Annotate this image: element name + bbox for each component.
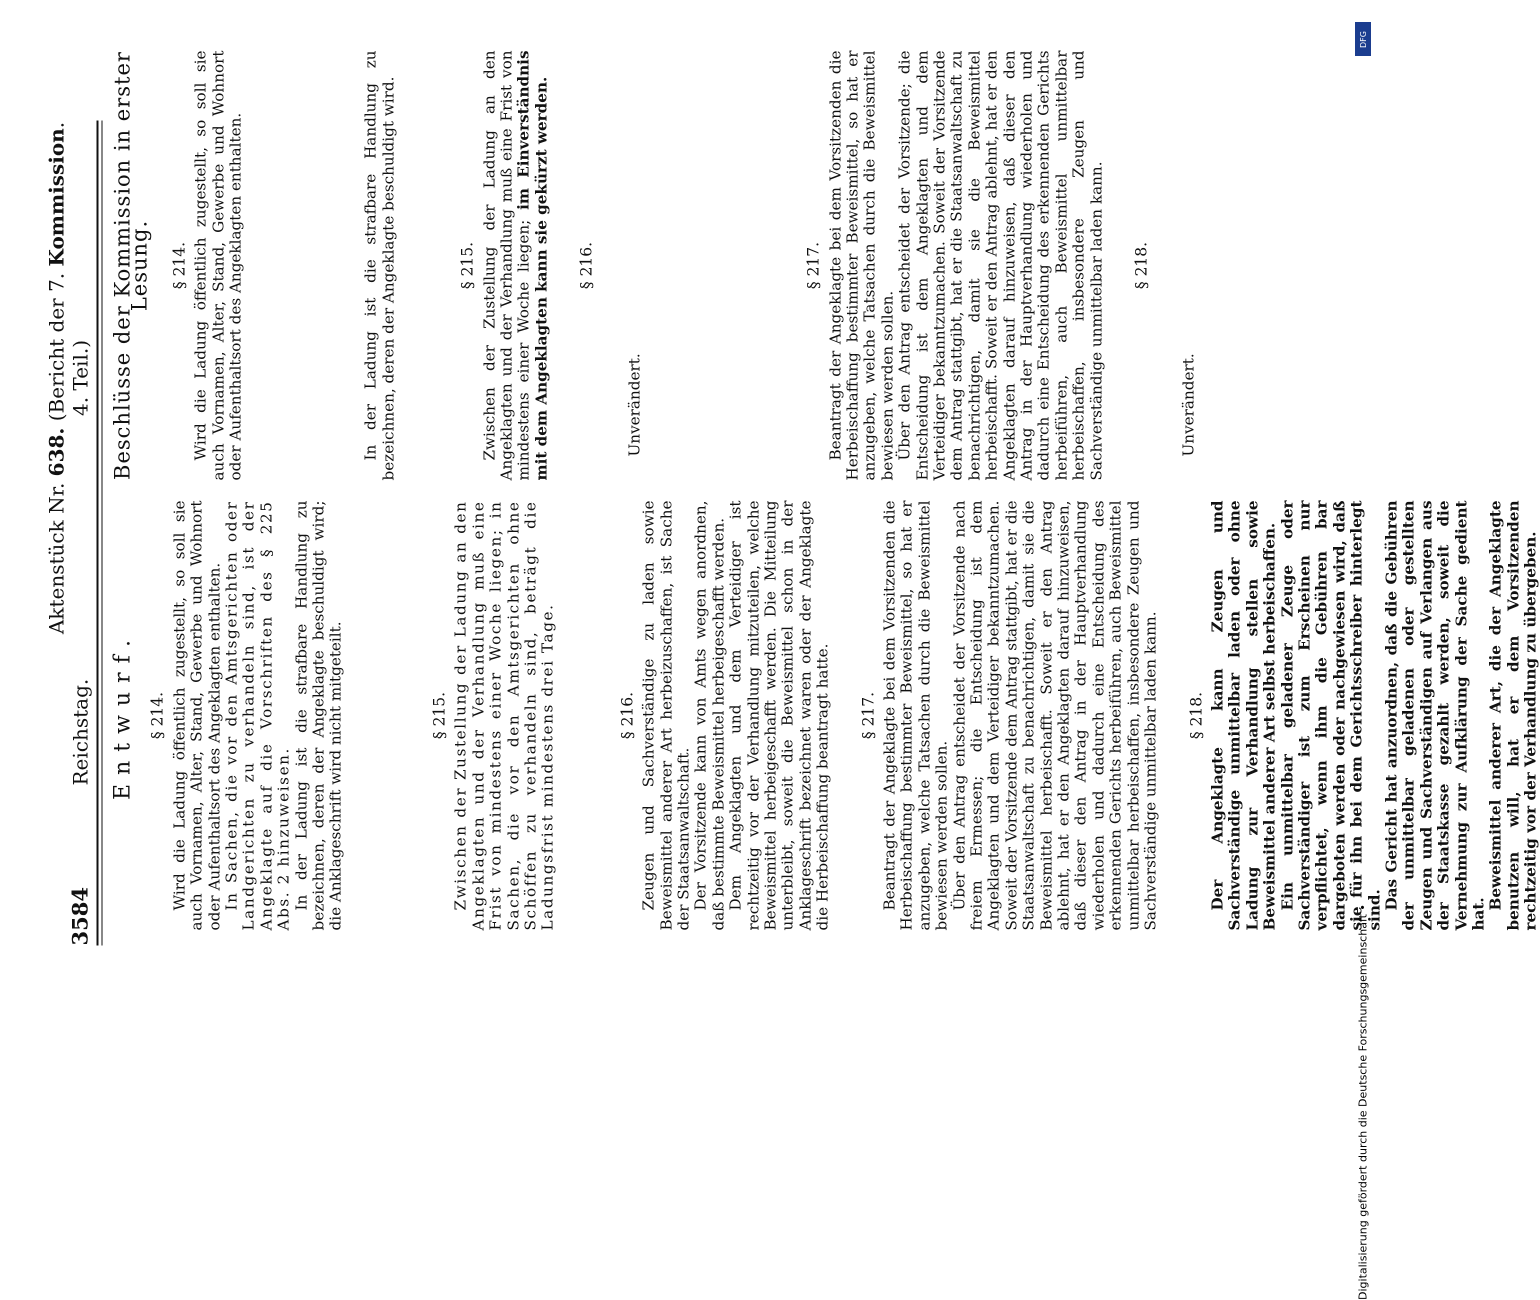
paragraph: Wird die Ladung öffentlich zugestellt, so soll sie auch Vornamen, Alter, Stand, Gewerbe und Wohnort oder Aufenthaltsort des Angeklagten enthalten. [191, 50, 245, 480]
section-heading-217: § 217. [858, 691, 877, 739]
header-source: Reichstag. [68, 678, 92, 785]
section-heading-214: § 214. [169, 241, 188, 289]
section-heading-218: § 218. [1132, 241, 1150, 289]
section-heading-216: § 216. [617, 691, 636, 739]
paragraph: Wird die Ladung öffentlich zugestellt, so soll sie auch Vornamen, Alter, Stand, Gewerbe und Wohnort oder Aufenthaltsort des Angeklagten enthalten. [169, 500, 223, 930]
unchanged-note: Unverändert. [1179, 352, 1198, 456]
paragraph: Über den Antrag entscheidet der Vorsitzende; die Entscheidung ist dem Angeklagten und dem Verteidiger bekanntzumachen. Soweit der Vorsitzende dem Antrag stattgibt, hat er die Staatsanwaltschaft zu benachrichtigen, damit sie die Beweismittel herbeischafft. Soweit er den Antrag ablehnt, hat er den Angeklagten darauf hinzuweisen, daß dieser den Antrag in der Hauptverhandlung wiederholen und dadurch eine Entscheidung des erkennenden Gerichts herbeiführen, auch Beweismittel unmittelbar herbeischaffen, insbesondere Zeugen und Sachverständige unmittelbar laden kann. [895, 50, 1105, 480]
column-title-entwurf: Entwurf. [110, 630, 135, 800]
paragraph: Beweismittel anderer Art, die der Angeklagte benutzen will, hat er dem Vorsitzenden rechtzeitig vor der Verhandlung zu übergeben. [1486, 500, 1540, 930]
paragraph: Dem Angeklagten und dem Verteidiger ist rechtzeitig vor der Verhandlung mitzuteilen, welche Beweismittel herbeigeschafft werden. Die Mitteilung unterbleibt, soweit die Beweismittel schon in der Anklageschrift bezeichnet waren oder der Angeklagte die Herbeischaffung beantragt hatte. [726, 500, 832, 930]
paragraph: In der Ladung ist die strafbare Handlung zu bezeichnen, deren der Angeklagte beschuldigt wird; die Anklageschrift wird nicht mitgeteilt. [291, 500, 345, 930]
paragraph: Beantragt der Angeklagte bei dem Vorsitzenden die Herbeischaffung bestimmter Beweismittel, so hat er anzugeben, welche Tatsachen durch die Beweismittel bewiesen werden sollen. [825, 50, 896, 480]
paragraph: Ein unmittelbar geladener Zeuge oder Sachverständiger ist zum Erscheinen nur verpflichtet, wenn ihm die Gebühren bar dargeboten werden oder nachgewiesen wird, daß sie für ihn bei dem Gerichtsschreiber hinterlegt sind. [1277, 500, 1383, 930]
paragraph: Über den Antrag entscheidet der Vorsitzende nach freiem Ermessen; die Entscheidung ist dem Angeklagten und dem Verteidiger bekanntzumachen. Soweit der Vorsitzende dem Antrag stattgibt, hat er die Staatsanwaltschaft zu benachrichtigen, damit sie die Beweismittel herbeischafft. Soweit er den Antrag ablehnt, hat er den Angeklagten darauf hinzuweisen, daß dieser den Antrag in der Hauptverhandlung wiederholen und dadurch eine Entscheidung des erkennenden Gerichts herbeiführen, auch Beweismittel unmittelbar herbeischaffen, insbesondere Zeugen und Sachverständige unmittelbar laden kann. [949, 500, 1160, 930]
digitization-note: Digitalisierung gefördert durch die Deutsche Forschungsgemeinschaft • [1356, 904, 1370, 1300]
header-rule [101, 120, 102, 945]
paragraph: Zwischen der Zustellung der Ladung an den Angeklagten und der Verhandlung muß eine Frist von mindestens einer Woche liegen; im Einverständnis mit dem Angeklagten kann sie gekürzt werden. [479, 50, 550, 480]
column-beschluesse [108, 50, 1228, 480]
paragraph: Das Gericht hat anzuordnen, daß die Gebühren der unmittelbar geladenen oder gestellten Zeugen und Sachverständigen auf Verlangen aus der Staatskasse gezahlt werden, soweit die Vernehmung zur Aufklärung der Sache gedient hat. [1381, 500, 1487, 930]
paragraph: Der Angeklagte kann Zeugen und Sachverständige unmittelbar laden oder ohne Ladung zur Verhandlung stellen sowie Beweismittel anderer Art selbst herbeischaffen. [1207, 500, 1279, 930]
column-entwurf [108, 500, 1540, 930]
paragraph: Zeugen und Sachverständige zu laden sowie Beweismittel anderer Art herbeizuschaffen, ist Sache der Staatsanwaltschaft. [639, 500, 692, 930]
page-header [44, 120, 98, 945]
section-heading-214: § 214. [148, 691, 167, 739]
section-heading-216: § 216. [577, 241, 596, 289]
paragraph: Der Vorsitzende kann von Amts wegen anordnen, daß bestimmte Beweismittel herbeigeschafft werden. [691, 500, 727, 930]
paragraph: In der Ladung ist die strafbare Handlung zu bezeichnen, deren der Angeklagte beschuldigt wird. [361, 50, 397, 480]
unchanged-note: Unverändert. [624, 352, 643, 456]
dfg-logo: DFG [1355, 22, 1371, 56]
section-heading-215: § 215. [458, 241, 477, 289]
header-title: Aktenstück Nr. 638. (Bericht der 7. Kommission. 4. Teil.) [44, 121, 92, 634]
section-heading-215: § 215. [429, 691, 448, 739]
section-heading-218: § 218. [1186, 691, 1205, 739]
paragraph: In Sachen, die vor den Amtsgerichten oder Landgerichten zu verhandeln sind, ist der Angeklagte auf die Vorschriften des § 225 Abs. 2 hinzuweisen. [222, 500, 293, 930]
paragraph: Zwischen der Zustellung der Ladung an den Angeklagten und der Verhandlung muß eine Frist von mindestens einer Woche liegen; in Sachen, die vor den Amtsgerichten ohne Schöffen zu verhandeln sind, beträgt die Ladungsfrist mindestens drei Tage. [451, 500, 557, 930]
column-title-beschluesse: Beschlüsse der Kommission in erster Lesung. [110, 50, 152, 480]
section-heading-217: § 217. [804, 241, 823, 289]
paragraph: Beantragt der Angeklagte bei dem Vorsitzenden die Herbeischaffung bestimmter Beweismittel, so hat er anzugeben, welche Tatsachen durch die Beweismittel bewiesen werden sollen. [880, 500, 951, 930]
page-number: 3584 [67, 886, 92, 945]
